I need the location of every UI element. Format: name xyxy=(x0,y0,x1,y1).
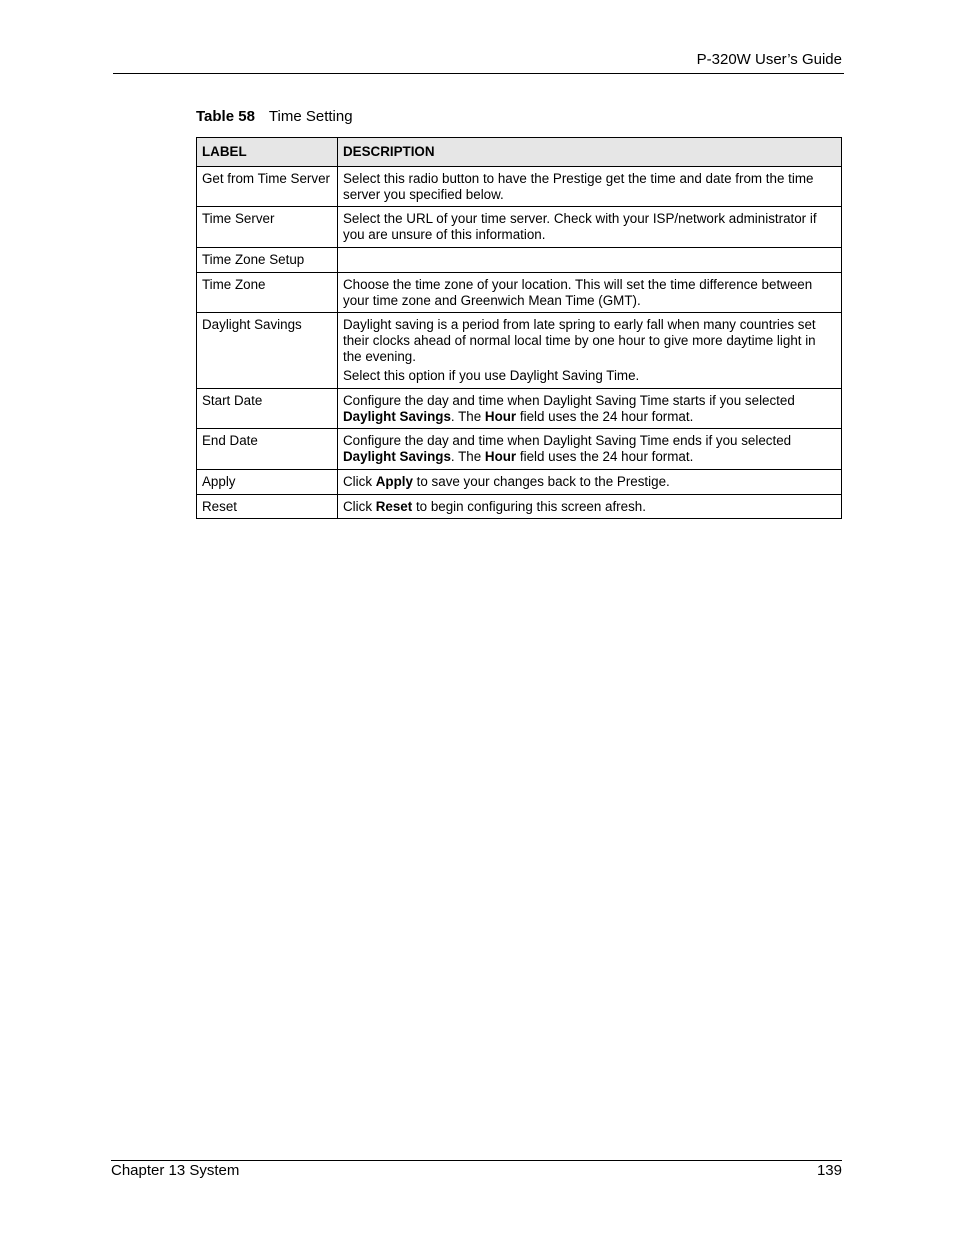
table-row xyxy=(197,429,842,469)
description-emphasis: Daylight Savings xyxy=(343,449,451,465)
row-label: Start Date xyxy=(197,389,338,429)
table-caption-number: Table 58 xyxy=(196,108,255,125)
row-description xyxy=(338,272,842,312)
row-description xyxy=(338,429,842,469)
row-description xyxy=(338,494,842,519)
description-fragment: . The xyxy=(450,449,485,465)
description-text xyxy=(343,433,836,464)
description-fragment: Click xyxy=(343,498,376,514)
row-description xyxy=(338,247,842,272)
description-emphasis: Hour xyxy=(484,408,517,424)
row-label: Daylight Savings xyxy=(197,313,338,389)
description-text: Choose the time zone of your location. This will set the time difference between your time zone and Greenwich Mean Time (GMT). xyxy=(343,276,813,308)
footer-divider xyxy=(111,1160,842,1161)
description-text xyxy=(343,499,836,515)
description-fragment: to begin configuring this screen afresh. xyxy=(412,498,646,514)
table-row xyxy=(197,313,842,389)
description-text: Select this option if you use Daylight Saving Time. xyxy=(343,368,640,384)
header-divider xyxy=(113,73,844,74)
description-emphasis: Hour xyxy=(484,449,517,465)
description-fragment: field uses the 24 hour format. xyxy=(516,408,694,424)
description-emphasis: Reset xyxy=(375,498,413,514)
row-description xyxy=(338,313,842,389)
table-row xyxy=(197,389,842,429)
row-description xyxy=(338,469,842,494)
description-text: Daylight saving is a period from late spring to early fall when many countries set their clocks ahead of normal local time by one hour to give more daytime light in the evening. xyxy=(343,317,816,364)
row-label: Time Zone Setup xyxy=(197,247,338,272)
table-header-row xyxy=(197,138,842,167)
description-emphasis: Daylight Savings xyxy=(343,408,451,424)
row-label: Get from Time Server xyxy=(197,167,338,207)
footer-page-number: 139 xyxy=(816,1162,842,1179)
row-label: Time Server xyxy=(197,207,338,247)
table-caption xyxy=(196,108,353,125)
description-fragment: Click xyxy=(343,473,376,489)
column-header-description: DESCRIPTION xyxy=(338,138,842,167)
description-text xyxy=(343,474,836,490)
description-emphasis: Apply xyxy=(375,473,413,489)
description-fragment: Configure the day and time when Daylight Saving Time starts if you selected xyxy=(343,393,795,409)
footer-chapter: Chapter 13 System xyxy=(111,1162,240,1179)
table-row xyxy=(197,247,842,272)
row-description xyxy=(338,207,842,247)
description-text xyxy=(343,393,836,424)
row-description xyxy=(338,167,842,207)
row-label: Time Zone xyxy=(197,272,338,312)
page-header-title: P-320W User’s Guide xyxy=(696,51,842,68)
description-fragment: . The xyxy=(450,408,485,424)
table-row xyxy=(197,469,842,494)
description-text: Select this radio button to have the Prestige get the time and date from the time server you specified below. xyxy=(343,171,814,202)
description-fragment: Configure the day and time when Daylight Saving Time ends if you selected xyxy=(343,433,792,449)
time-setting-table xyxy=(196,137,842,519)
row-label: End Date xyxy=(197,429,338,469)
table-caption-title: Time Setting xyxy=(268,108,353,125)
row-description xyxy=(338,389,842,429)
row-label: Apply xyxy=(197,469,338,494)
table-row xyxy=(197,207,842,247)
table-row xyxy=(197,494,842,519)
description-fragment: to save your changes back to the Prestige. xyxy=(412,473,670,489)
table-row xyxy=(197,272,842,312)
table-row xyxy=(197,167,842,207)
description-text: Select the URL of your time server. Check with your ISP/network administrator if you are unsure of this information. xyxy=(343,211,817,243)
description-fragment: field uses the 24 hour format. xyxy=(516,449,694,465)
column-header-label: LABEL xyxy=(197,138,338,167)
row-label: Reset xyxy=(197,494,338,519)
